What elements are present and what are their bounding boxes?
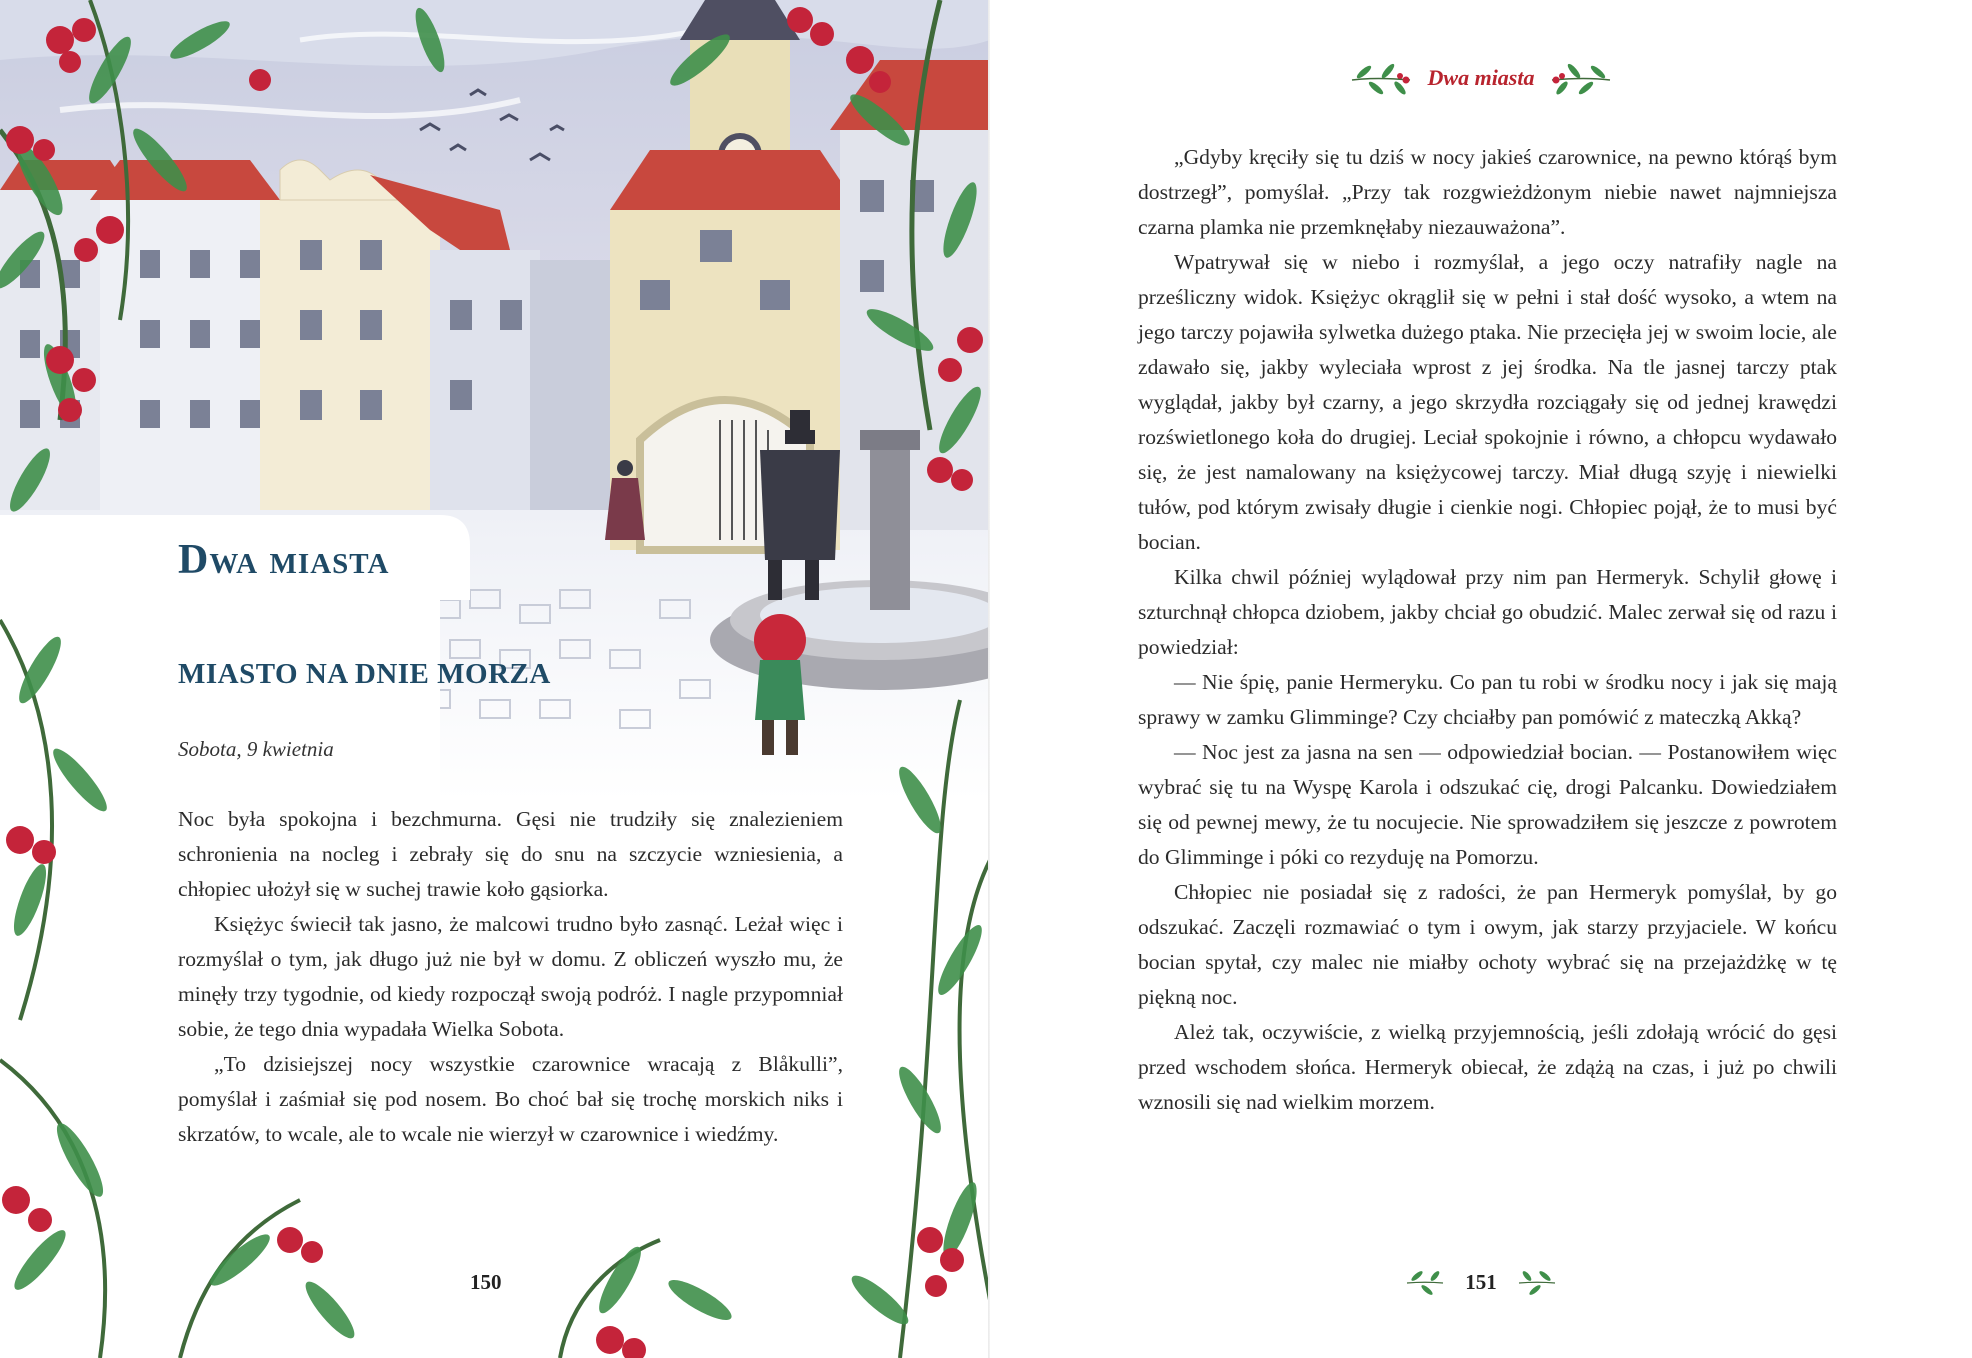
paragraph: — Nie śpię, panie Hermeryku. Co pan tu robi w środku nocy i jak się mają sprawy w zamku Glimminge? Czy chciałby pan pomówić z mateczką Akką? [1138, 670, 1837, 729]
running-header-title: Dwa miasta [1427, 65, 1535, 90]
right-page [990, 0, 1972, 1358]
mistletoe-sprig-icon [1403, 1267, 1447, 1297]
paragraph: — Noc jest za jasna na sen — odpowiedział bocian. — Postanowiłem więc wybrać się tu na Wyspę Karola i odszukać cię, drogi Palcanku. Dowiedziałem się od pewnej mewy, że tu nocujecie. Nie sprowadziłem się jeszcze z powrotem do Glimminge i póki co rezyduję na Pomorzu. [1138, 740, 1837, 869]
running-header [990, 58, 1972, 98]
page-number-right: 151 [1465, 1269, 1497, 1294]
mistletoe-sprig-icon [1348, 58, 1414, 98]
page-number-left: 150 [470, 1270, 502, 1294]
paragraph: Noc była spokojna i bezchmurna. Gęsi nie trudziły się znalezieniem schronienia na nocleg i zebrały się do snu na szczycie wzniesienia, a chłopiec ułożył się w suchej trawie koło gąsiorka. [178, 807, 843, 901]
paragraph: „To dzisiejszej nocy wszystkie czarownice wracają z Blåkulli”, pomyślał i zaśmiał się pod nosem. Bo choć bał się trochę morskich niks i skrzatów, to wcale, ale to wcale nie wierzył w czarownice i wiedźmy. [178, 1052, 843, 1146]
left-body-text [178, 802, 843, 1152]
right-body-text [1138, 140, 1837, 1120]
mistletoe-sprig-icon [1548, 58, 1614, 98]
paragraph: Chłopiec nie posiadał się z radości, że pan Hermeryk pomyślał, by go odszukać. Zaczęli rozmawiać o tym i owym, jak starzy przyjaciele. W końcu bocian spytał, czy malec nie miałby ochoty wybrać się na przejażdżkę w tę piękną noc. [1138, 880, 1837, 1009]
paragraph: Kilka chwil później wylądował przy nim pan Hermeryk. Schylił głowę i szturchnął chłopca dziobem, jakby chciał go obudzić. Malec zerwał się od razu i powiedział: [1138, 565, 1837, 659]
mistletoe-sprig-icon [1515, 1267, 1559, 1297]
chapter-title: Dwa miasta [178, 537, 390, 583]
diary-date: Sobota, 9 kwietnia [178, 737, 334, 761]
paragraph: Wpatrywał się w niebo i rozmyślał, a jego oczy natrafiły nagle na prześliczny widok. Księżyc okrąglił się w pełni i stał dość wysoko, a wtem na jego tarczy pojawiła sylwetka dużego ptaka. Nie przecięła jej w swoim locie, ale zdawało się, jakby wyleciała wprost z jej środka. Na tle jasnej tarczy ptak wyglądał, jakby był czarny, a jego skrzydła rozciągały się od jednej krawędzi rozświetlonego koła do drugiej. Leciał spokojnie i równo, a chłopcu wydawało się, że jest namalowany na księżycowej tarczy. Miał długą szyję i niewielki tułów, pod którym zwisały długie i cienkie nogi. Chłopiec pojął, że to musi być bocian. [1138, 250, 1837, 554]
section-title: MIASTO NA DNIE MORZA [178, 658, 551, 690]
page-footer-right [990, 1262, 1972, 1302]
paragraph: Ależ tak, oczywiście, z wielką przyjemnością, jeśli zdołają wrócić do gęsi przed wschodem słońca. Hermeryk obiecał, że zdążą na czas, i już po chwili wznosili się nad wielkim morzem. [1138, 1020, 1837, 1114]
paragraph: „Gdyby kręciły się tu dziś w nocy jakieś czarownice, na pewno którąś bym dostrzegł”, pomyślał. „Przy tak rozgwieżdżonym niebie nawet najmniejsza czarna plamka nie przemknęłaby niezauważona”. [1138, 145, 1837, 239]
paragraph: Księżyc świecił tak jasno, że malcowi trudno było zasnąć. Leżał więc i rozmyślał o tym, jak długo już nie był w domu. Z obliczeń wyszło mu, że minęły trzy tygodnie, od kiedy rozpoczął swoją podróż. I nagle przypomniał sobie, że tego dnia wypadała Wielka Sobota. [178, 912, 843, 1041]
